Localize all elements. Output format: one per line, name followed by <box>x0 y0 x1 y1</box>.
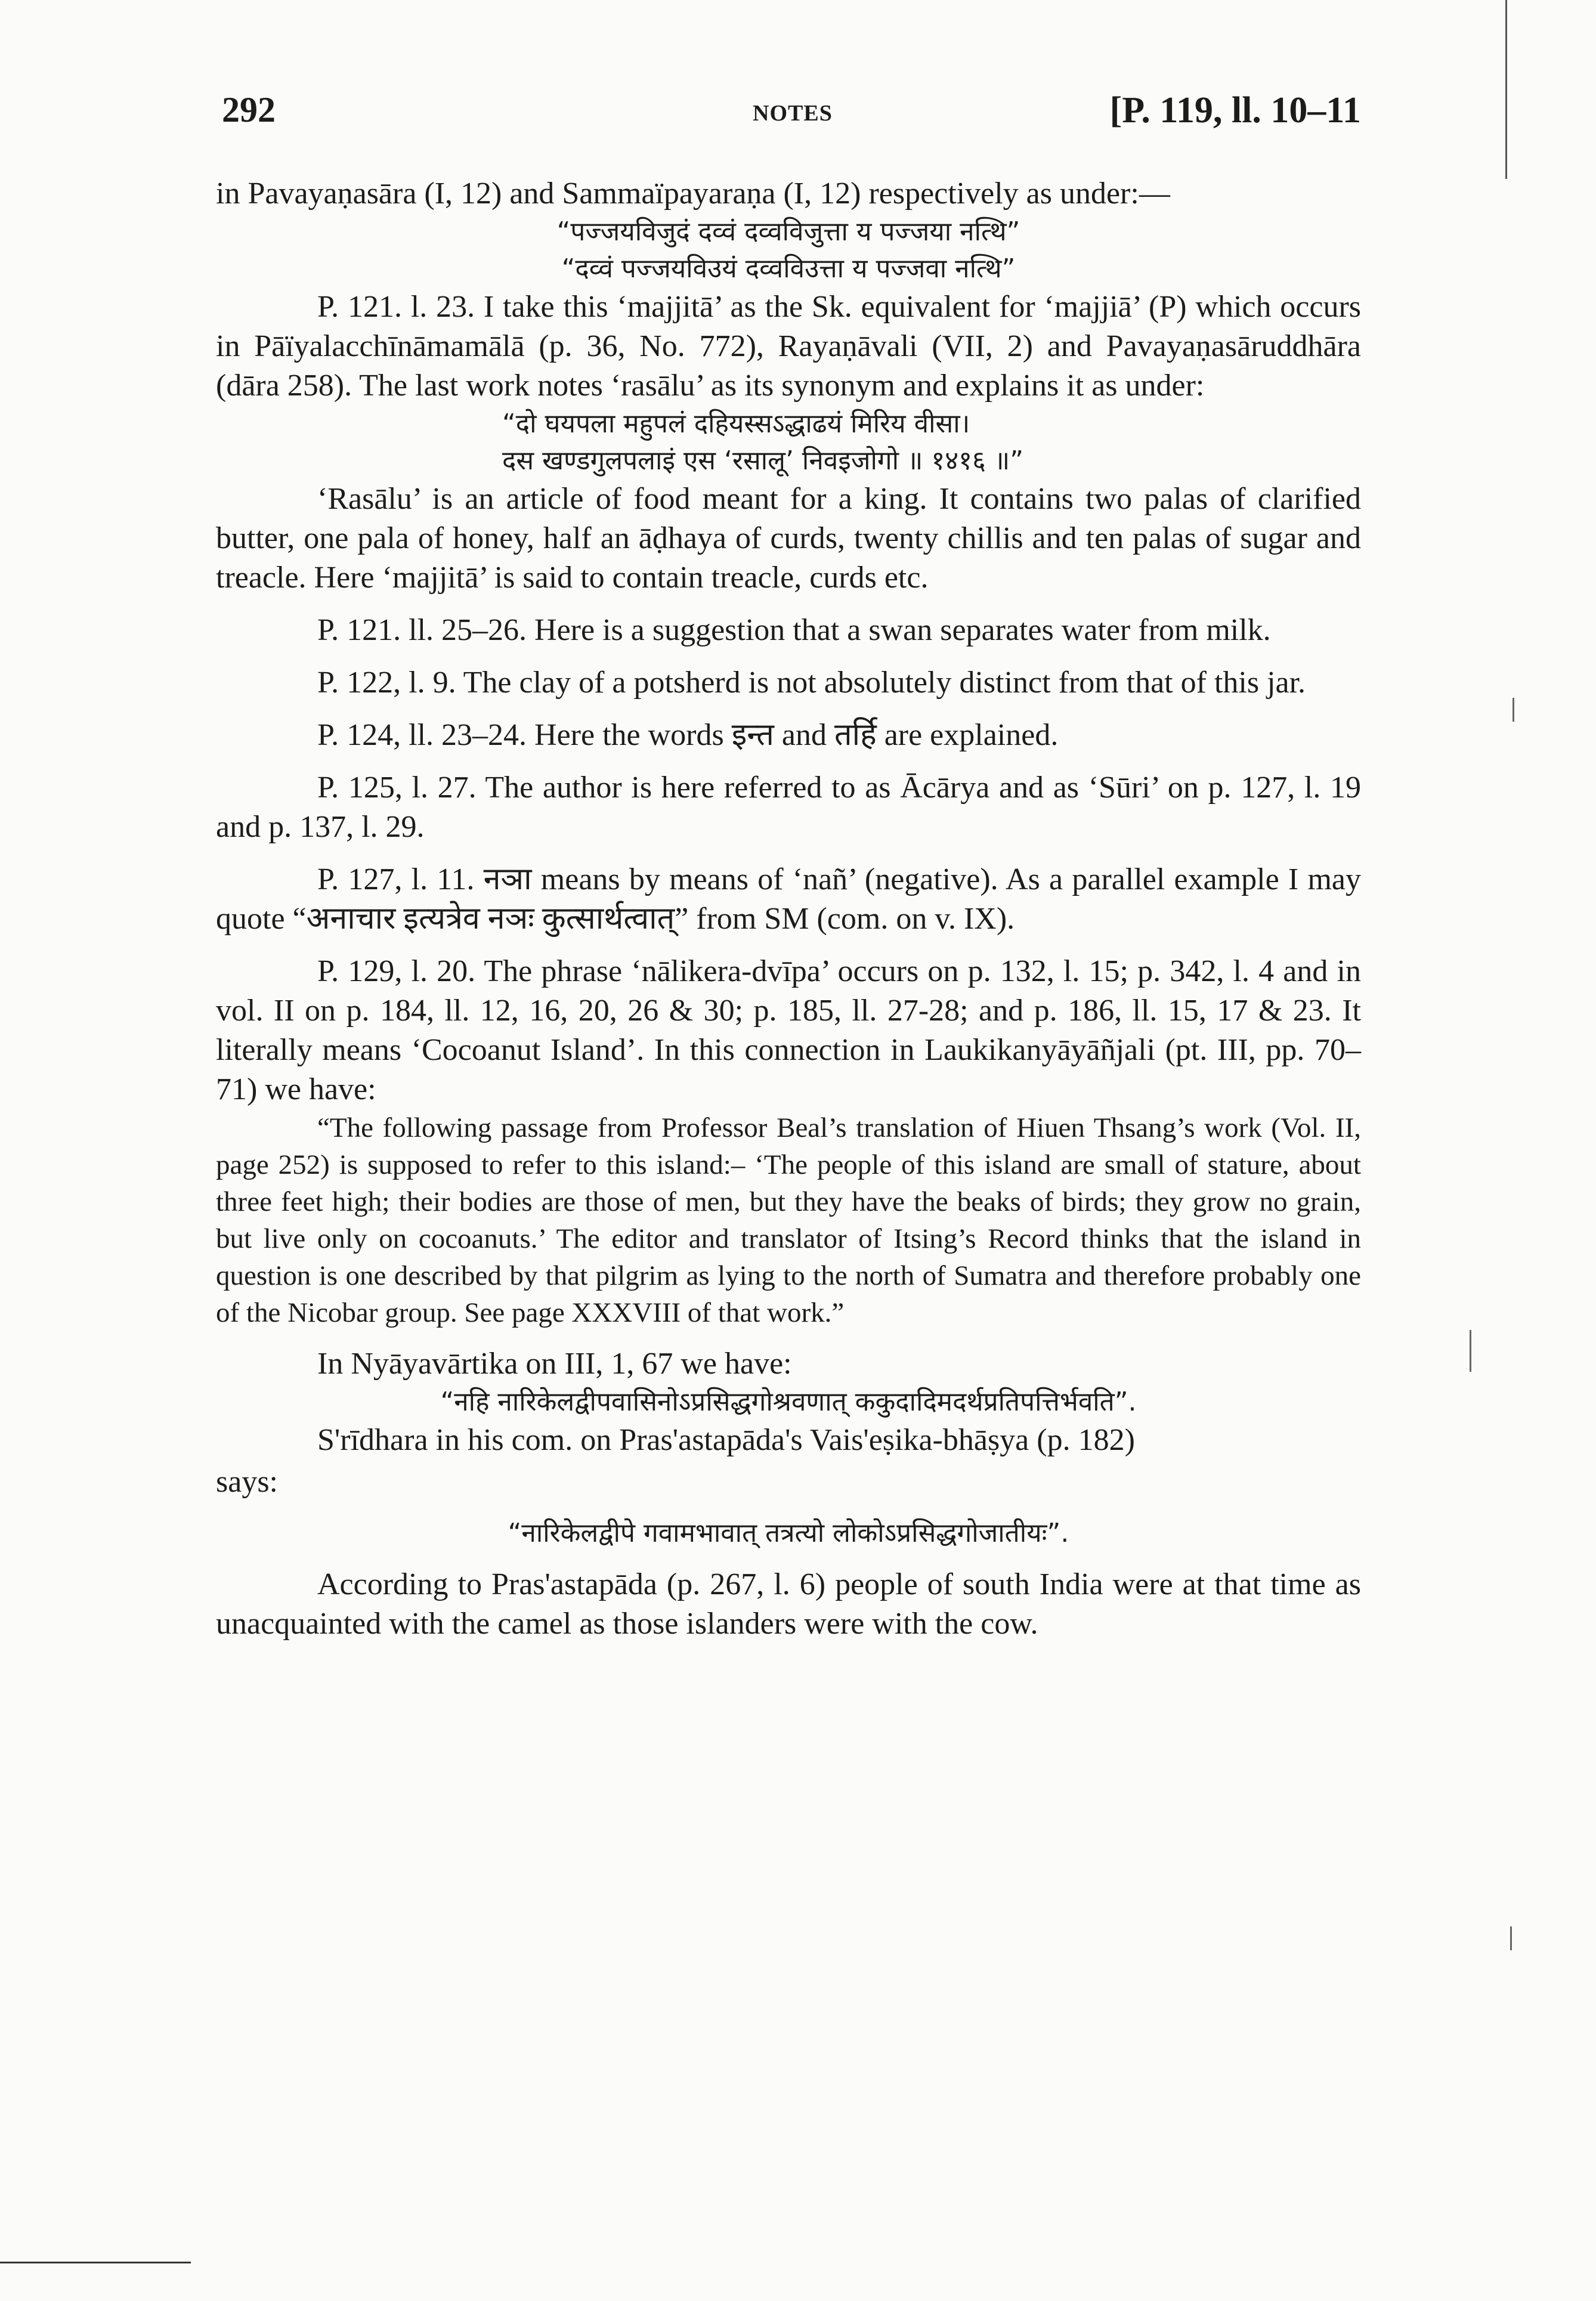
note-sridhara: S'rīdhara in his com. on Pras'astapāda's Vais'eṣika-bhāṣya (p. 182) <box>317 1423 1135 1457</box>
page-number: 292 <box>222 90 276 129</box>
verse-line-1: “दो घयपला महुपलं दहियस्सऽद्धाढयं मिरिय वीसा। <box>502 409 970 439</box>
note-p125: P. 125, l. 27. The author is here referred to as Ācārya and as ‘Sūri’ on p. 127, l. 19 and p. 137, l. 29. <box>216 771 1361 844</box>
sanskrit-quote-1: “नहि नारिकेलद्वीपवासिनोऽप्रसिद्धगोश्रवणात् ककुदादिमदर्थप्रतिपत्तिर्भवति”. <box>440 1387 1137 1417</box>
scan-mark <box>1513 698 1514 722</box>
notes-body <box>216 174 1361 1644</box>
paragraph-intro: in Pavayaṇasāra (I, 12) and Sammaïpayaraṇa (I, 12) respectively as under:— <box>216 177 1170 211</box>
page-header <box>222 89 1361 155</box>
running-title: NOTES <box>753 101 833 126</box>
note-p127: P. 127, l. 11. नञा means by means of ‘nañ’ (negative). As a parallel example I may quote “अनाचार इत्यत्रेव नञः कुत्सार्थत्वात्” from SM (com. on v. IX). <box>216 862 1361 936</box>
note-p122-l9: P. 122, l. 9. The clay of a potsherd is not absolutely distinct from that of this jar. <box>317 666 1306 700</box>
note-nyayavartika: In Nyāyavārtika on III, 1, 67 we have: <box>317 1347 792 1381</box>
scan-mark <box>1470 1330 1471 1372</box>
scan-margin-line <box>1505 0 1507 179</box>
quotation-beal: “The following passage from Professor Beal’s translation of Hiuen Thsang’s work (Vol. II, page 252) is supposed to refer to this island:– ‘The people of this island are small of stature, about three feet high; their bodies are those of men, but they have the beaks of birds; they grow no grain, but live only on cocoanuts.’ The editor and translator of Itsing’s Record thinks that the island in question is one described by that pilgrim as lying to the north of Sumatra and therefore probably one of the Nicobar group. See page XXXVIII of that work.” <box>216 1112 1361 1328</box>
note-rasalu: ‘Rasālu’ is an article of food meant for a king. It contains two palas of clarified butter, one pala of honey, half an āḍhaya of curds, twenty chillis and ten palas of sugar and treacle. Here ‘majjitā’ is said to contain treacle, curds etc. <box>216 482 1361 595</box>
note-p124: P. 124, ll. 23–24. Here the words इन्त and तर्हि are explained. <box>317 718 1059 752</box>
page-reference: [P. 119, ll. 10–11 <box>1109 90 1361 131</box>
note-says: says: <box>216 1465 278 1499</box>
prakrit-quote-2: “दव्वं पज्जयविउयं दव्वविउत्ता य पज्जवा नत्थि” <box>561 253 1016 284</box>
prakrit-quote-1: “पज्जयविजुदं दव्वं दव्वविजुत्ता य पज्जया नत्थि” <box>556 217 1020 247</box>
note-p121-l23: P. 121. l. 23. I take this ‘majjitā’ as the Sk. equivalent for ‘majjiā’ (P) which occurs in Pāïyalacchīnāmamālā (p. 36, No. 772), Rayaṇāvali (VII, 2) and Pavayaṇasāruddhāra (dāra 258). The last work notes ‘rasālu’ as its synonym and explains it as under: <box>216 290 1361 403</box>
verse-line-2: दस खण्डगुलपलाइं एस ‘रसालू’ निवइजोगो ॥ १४१६ ॥” <box>502 446 1024 476</box>
note-p129: P. 129, l. 20. The phrase ‘nālikera-dvīpa’ occurs on p. 132, l. 15; p. 342, l. 4 and in vol. II on p. 184, ll. 12, 16, 20, 26 & 30; p. 185, ll. 27-28; and p. 186, ll. 15, 17 & 23. It literally means ‘Cocoanut Island’. In this connection in Laukikanyāyāñjali (pt. III, pp. 70–71) we have: <box>216 954 1361 1106</box>
scan-mark <box>1510 1926 1512 1950</box>
bottom-rule <box>0 2262 191 2263</box>
note-prasastapada: According to Pras'astapāda (p. 267, l. 6) people of south India were at that time as unacquainted with the camel as those islanders were with the cow. <box>216 1567 1361 1641</box>
sanskrit-quote-2: “नारिकेलद्वीपे गवामभावात् तत्रत्यो लोकोऽप्रसिद्धगोजातीयः”. <box>508 1518 1069 1548</box>
note-p121-ll25-26: P. 121. ll. 25–26. Here is a suggestion that a swan separates water from milk. <box>317 613 1271 647</box>
